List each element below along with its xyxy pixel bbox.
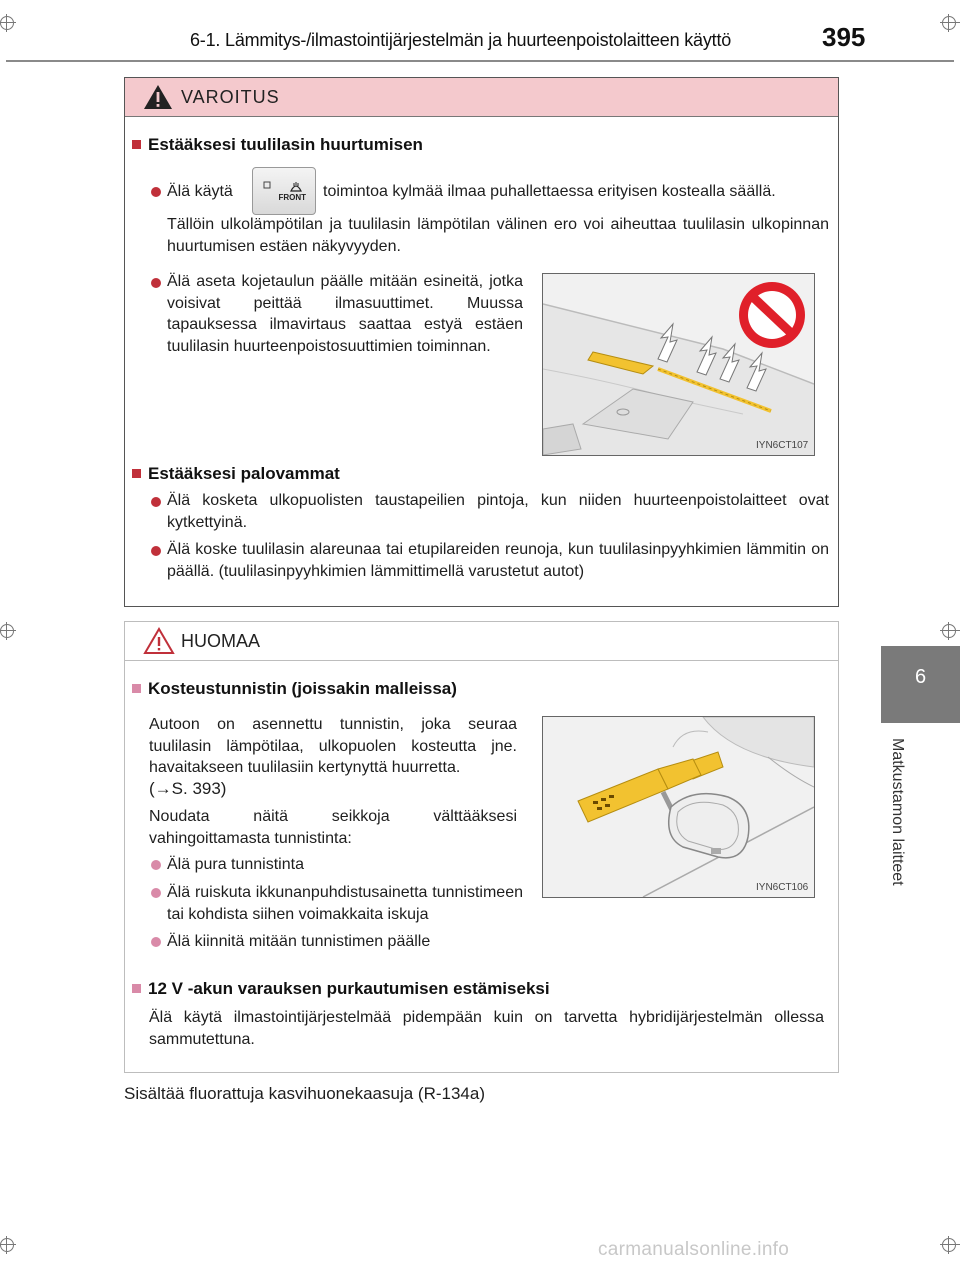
notice-para1: Autoon on asennettu tunnistin, joka seuraa tuulilasin lämpötilaa, ulkopuolen kosteutta jne. havaitakseen tuulilasiin kertynyttä huurretta.	[149, 716, 517, 776]
bullet-dot-icon	[151, 937, 161, 947]
notice-bullet: Älä pura tunnistinta	[167, 856, 304, 873]
prohibition-icon	[739, 282, 805, 348]
chapter-number: 6	[914, 666, 927, 688]
square-bullet-icon	[132, 469, 141, 478]
sensor-drawing	[543, 717, 814, 897]
page-header-title: 6-1. Lämmitys-/ilmastointijärjestelmän ja huurteenpoistolaitteen käyttö	[190, 30, 732, 50]
notice-title: HUOMAA	[181, 631, 261, 651]
chapter-label-container	[876, 738, 916, 918]
warning-section2-heading	[132, 464, 340, 484]
bullet-dot-icon	[151, 497, 161, 507]
footer-note: Sisältää fluorattuja kasvihuonekaasuja (R-134a)	[124, 1084, 485, 1103]
notice-bullet: Älä kiinnitä mitään tunnistimen päälle	[167, 933, 431, 950]
warning-section2-bullet1: Älä kosketa ulkopuolisten taustapeilien pintoja, kun niiden huurteenpoistolaitteet ovat kytkettyinä.	[167, 492, 829, 531]
bullet-dot-icon	[151, 860, 161, 870]
header-divider	[6, 60, 954, 62]
bullet-dot-icon	[151, 888, 161, 898]
warning-triangle-icon	[143, 84, 173, 110]
front-button-label: FRONT	[278, 193, 306, 202]
warning-section2-bullet2: Älä koske tuulilasin alareunaa tai etupilareiden reunoja, kun tuulilasinpyyhkimien lämmitin on päällä. (tuulilasinpyyhkimien lämmittimellä varustetut autot)	[167, 541, 829, 580]
heading-text: Kosteustunnistin (joissakin malleissa)	[148, 679, 457, 698]
notice-section2-text: Älä käytä ilmastointijärjestelmää pidempään kuin on tarvetta hybridijärjestelmän ollessa sammutettuna.	[149, 1009, 824, 1048]
notice-section1-heading	[132, 679, 457, 699]
notice-section2-heading	[132, 979, 550, 999]
front-defroster-button-icon	[252, 167, 316, 215]
caution-triangle-icon	[143, 627, 175, 655]
heading-text: 12 V -akun varauksen purkautumisen estämiseksi	[148, 979, 550, 998]
image-code: IYN6CT106	[756, 882, 809, 893]
warning-bullet1-continuation: Tällöin ulkolämpötilan ja tuulilasin lämpötilan välinen ero voi aiheuttaa tuulilasin ulkopinnan huurtumisen estäen näkyvyyden.	[167, 216, 829, 255]
page-number: 395	[822, 22, 866, 52]
image-code: IYN6CT107	[756, 440, 809, 451]
warning-bullet1-after: toimintoa kylmää ilmaa puhallettaessa erityisen kostealla säällä.	[323, 183, 776, 200]
bullet-dot-icon	[151, 278, 161, 288]
warning-bullet2: Älä aseta kojetaulun päälle mitään esineitä, jotka voisivat peittää ilmasuuttimet. Muussa tapauksessa ilmavirtaus saattaa estyä estäen tuulilasin huurteenpoistosuuttimien toiminnan.	[167, 273, 523, 355]
square-bullet-icon	[132, 684, 141, 693]
square-bullet-icon	[132, 140, 141, 149]
watermark: carmanualsonline.info	[598, 1239, 790, 1260]
dashboard-drawing	[543, 274, 814, 455]
notice-bullet: Älä ruiskuta ikkunanpuhdistusainetta tunnistimeen tai kohdista siihen voimakkaita iskuja	[167, 884, 523, 923]
warning-bullet1-before: Älä käytä	[167, 183, 233, 200]
humidity-sensor-illustration	[542, 716, 815, 898]
bullet-dot-icon	[151, 187, 161, 197]
warning-section1-heading	[132, 135, 423, 155]
warning-title: VAROITUS	[181, 87, 280, 107]
notice-para2: Noudata näitä seikkoja välttääksesi vahingoittamasta tunnistinta:	[149, 808, 517, 847]
square-bullet-icon	[132, 984, 141, 993]
notice-header	[125, 622, 838, 661]
heading-text: Estääksesi tuulilasin huurtumisen	[148, 135, 423, 154]
notice-page-reference: (→S. 393)	[149, 779, 227, 798]
chapter-label: Matkustamon laitteet	[889, 738, 906, 886]
dashboard-vents-illustration	[542, 273, 815, 456]
heading-text: Estääksesi palovammat	[148, 464, 340, 483]
warning-header	[125, 78, 838, 117]
defroster-symbol-icon	[263, 179, 307, 193]
bullet-dot-icon	[151, 546, 161, 556]
